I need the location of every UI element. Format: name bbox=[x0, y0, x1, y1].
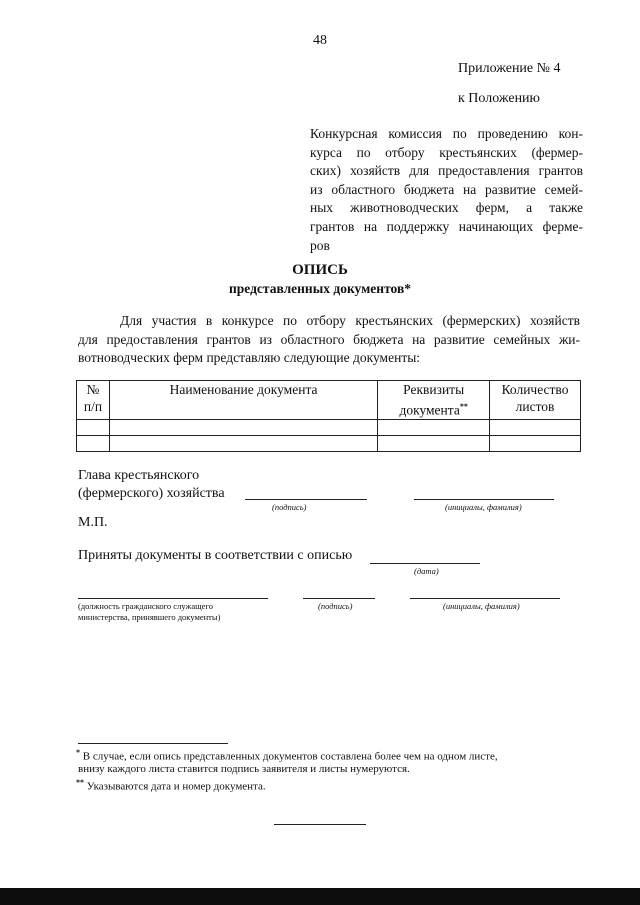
document-title: ОПИСЬ bbox=[292, 262, 348, 278]
addressee-line: ров bbox=[310, 237, 330, 253]
footnote-marker: * bbox=[404, 281, 411, 296]
end-rule bbox=[274, 824, 366, 825]
intro-paragraph bbox=[78, 312, 580, 368]
position-line bbox=[78, 598, 268, 599]
document-subtitle bbox=[0, 281, 640, 297]
stamp-label: М.П. bbox=[78, 515, 108, 530]
addressee-line: ных животноводческих ферм, а также bbox=[310, 200, 583, 216]
header-number: № п/п bbox=[77, 381, 110, 420]
acceptance-text: Приняты документы в соответствии с описью bbox=[78, 548, 353, 563]
addressee-block bbox=[310, 125, 583, 255]
initials-caption: (инициалы, фамилия) bbox=[445, 502, 522, 512]
head-label-line1: Глава крестьянского bbox=[78, 468, 200, 483]
intro-line: вотноводческих ферм представляю следующие документы: bbox=[78, 350, 421, 366]
footnote-marker: ** bbox=[459, 401, 468, 411]
signature-line bbox=[245, 499, 367, 500]
intro-line: Для участия в конкурсе по отбору крестьянских (фермерских) хозяйств bbox=[120, 313, 580, 328]
head-label-line2: (фермерского) хозяйства bbox=[78, 486, 225, 501]
appendix-label: Приложение № 4 bbox=[458, 61, 561, 76]
to-regulation-label: к Положению bbox=[458, 91, 541, 106]
acceptor-initials-line bbox=[410, 598, 560, 599]
addressee-line: Конкурсная комиссия по проведению кон- bbox=[310, 126, 583, 141]
scan-edge-bar bbox=[0, 888, 640, 905]
signature-caption: (подпись) bbox=[272, 502, 307, 512]
table-row bbox=[77, 435, 581, 451]
position-caption: (должность гражданского служащего министерства, принявшего документы) bbox=[78, 601, 221, 622]
footnote-1-cont: внизу каждого листа ставится подпись заявителя и листы нумеруются. bbox=[78, 763, 410, 775]
table-row bbox=[77, 419, 581, 435]
table-header-row bbox=[77, 381, 581, 420]
footnote-1: * В случае, если опись представленных документов составлена более чем на одном листе, bbox=[76, 748, 498, 763]
page-number: 48 bbox=[313, 33, 327, 48]
acceptor-initials-caption: (инициалы, фамилия) bbox=[443, 601, 520, 611]
addressee-line: грантов на поддержку начинающих ферме- bbox=[310, 218, 583, 234]
addressee-line: из областного бюджета на развитие семей- bbox=[310, 181, 583, 197]
footnote-separator bbox=[78, 743, 228, 744]
acceptor-signature-caption: (подпись) bbox=[318, 601, 353, 611]
initials-line bbox=[414, 499, 554, 500]
header-document-name: Наименование документа bbox=[109, 381, 377, 420]
header-document-details: Реквизиты документа** bbox=[378, 381, 490, 420]
addressee-line: ских) хозяйств для предоставления грантов bbox=[310, 163, 583, 179]
date-line bbox=[370, 563, 480, 564]
header-sheet-count: Количество листов bbox=[490, 381, 581, 420]
date-caption: (дата) bbox=[414, 566, 439, 576]
addressee-line: курса по отбору крестьянских (фермер- bbox=[310, 144, 583, 160]
footnote-2: ** Указываются дата и номер документа. bbox=[76, 778, 266, 793]
documents-table bbox=[76, 380, 581, 452]
acceptor-signature-line bbox=[303, 598, 375, 599]
intro-line: для предоставления грантов из областного бюджета на развитие семейных жи- bbox=[78, 331, 580, 347]
subtitle-text: представленных документов bbox=[229, 281, 405, 296]
